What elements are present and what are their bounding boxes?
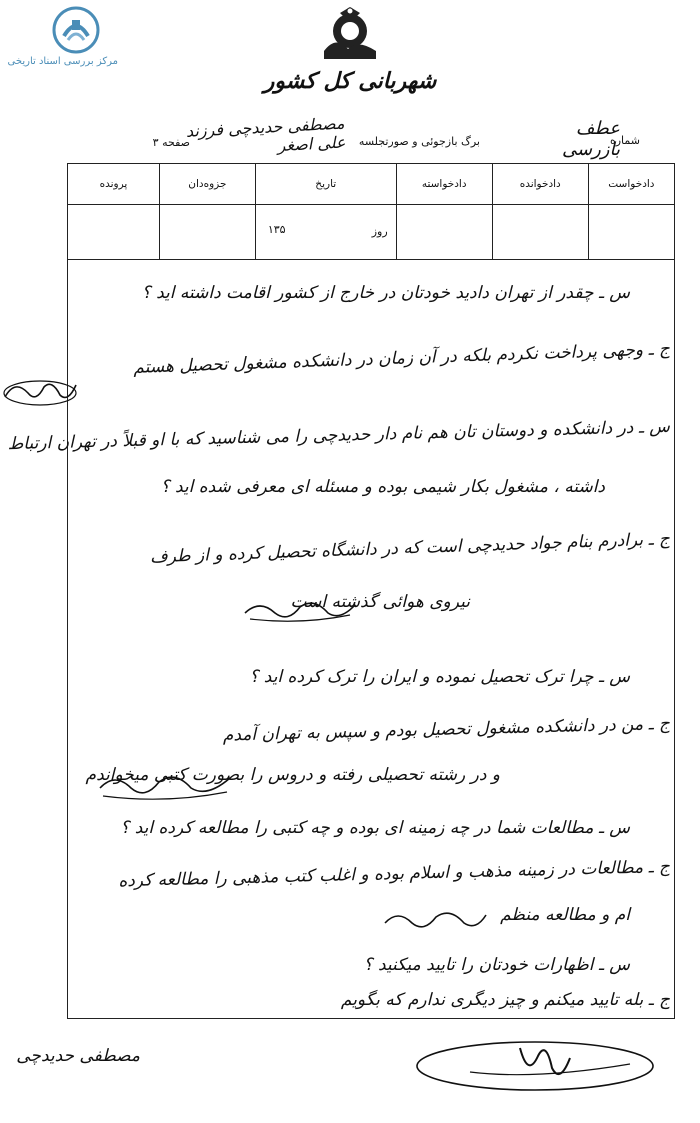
handwritten-signature-icon [380,905,490,937]
handwritten-line: س ـ مطالعات شما در چه زمینه ای بوده و چه کتبی را مطالعه کرده اید ؟ [120,818,630,838]
handwritten-line: ج ـ وجهی پرداخت نکردم بلکه در آن زمان در دانشکده مشغول تحصیل هستم [133,339,671,378]
official-signature-icon [410,1028,660,1098]
case-info-table [67,163,675,260]
handwritten-line: ج ـ برادرم بنام جواد حدیدچی است که در دانشگاه تحصیل کرده و از طرف [149,529,671,568]
handwritten-line: داشته ، مشغول بکار شیمی بوده و مسئله ای معرفی شده اید ؟ [160,477,605,497]
page-number-label: صفحه ۳ [152,136,190,149]
number-label: شماره [609,134,640,147]
plaintiff-cell [588,205,674,260]
archive-center-logo-icon [52,6,100,54]
handwritten-line: ام و مطالعه منظم [500,905,630,925]
handwritten-line: نیروی هوائی گذشته است [290,592,470,612]
signature-inline-1 [240,595,360,625]
column-header-folder: جزوه‌دان [159,164,255,205]
column-header-file: پرونده [68,164,160,205]
lion-and-sun-emblem-icon [318,5,382,63]
signature-inline-3 [380,905,490,937]
date-cell [255,205,396,260]
handwritten-line: س ـ چرا ترک تحصیل نموده و ایران را ترک کرده اید ؟ [249,667,630,687]
claim-cell [396,205,492,260]
signature-inline-2 [95,768,235,803]
handwritten-line: و در رشته تحصیلی رفته و دروس را بصورت کتبی میخواندم [85,765,500,785]
subject-name: مصطفی حدیدچی فرزند علی اصغر [185,113,346,156]
handwritten-signature-icon [95,768,235,803]
handwritten-line: س ـ در دانشکده و دوستان تان هم نام دار حدیدچی را می شناسید که با او قبلاً در تهران ارتباط [7,416,671,455]
defendant-cell [492,205,588,260]
column-header-date: تاریخ [255,164,396,205]
handwritten-line: س ـ چقدر از تهران دادید خودتان در خارج از کشور اقامت داشته اید ؟ [141,283,630,303]
column-header-defendant: دادخوانده [492,164,588,205]
file-cell [68,205,160,260]
archive-watermark [7,6,118,76]
handwritten-line: ج ـ من در دانشکده مشغول تحصیل بودم و سپس به تهران آمدم [222,713,671,746]
signature-margin-1 [0,377,80,407]
signature-text: مصطفی حدیدچی [16,1046,140,1066]
form-title: برگ بازجوئی و صورتجلسه [358,135,480,148]
handwritten-line: ج ـ بله تایید میکنم و چیز دیگری ندارم که بگویم [340,990,670,1010]
folder-cell [159,205,255,260]
watermark-text: مرکز بررسی اسناد تاریخی [7,56,118,67]
date-day-label: روز [371,225,388,238]
handwritten-signature-icon [240,595,360,625]
column-header-claim: دادخواسته [396,164,492,205]
number-value: عطف بازرسی [562,118,620,160]
organization-title: شهربانی کل کشور [263,68,437,94]
handwritten-signature-icon [0,377,80,407]
handwritten-line: ج ـ مطالعات در زمینه مذهب و اسلام بوده و اغلب کتب مذهبی را مطالعه کرده [118,856,671,892]
signature-bottom-left [10,1040,140,1080]
column-header-plaintiff: دادخواست [588,164,674,205]
date-year: ۱۳۵ [267,223,286,236]
handwritten-line: س ـ اظهارات خودتان را تایید میکنید ؟ [363,955,630,975]
